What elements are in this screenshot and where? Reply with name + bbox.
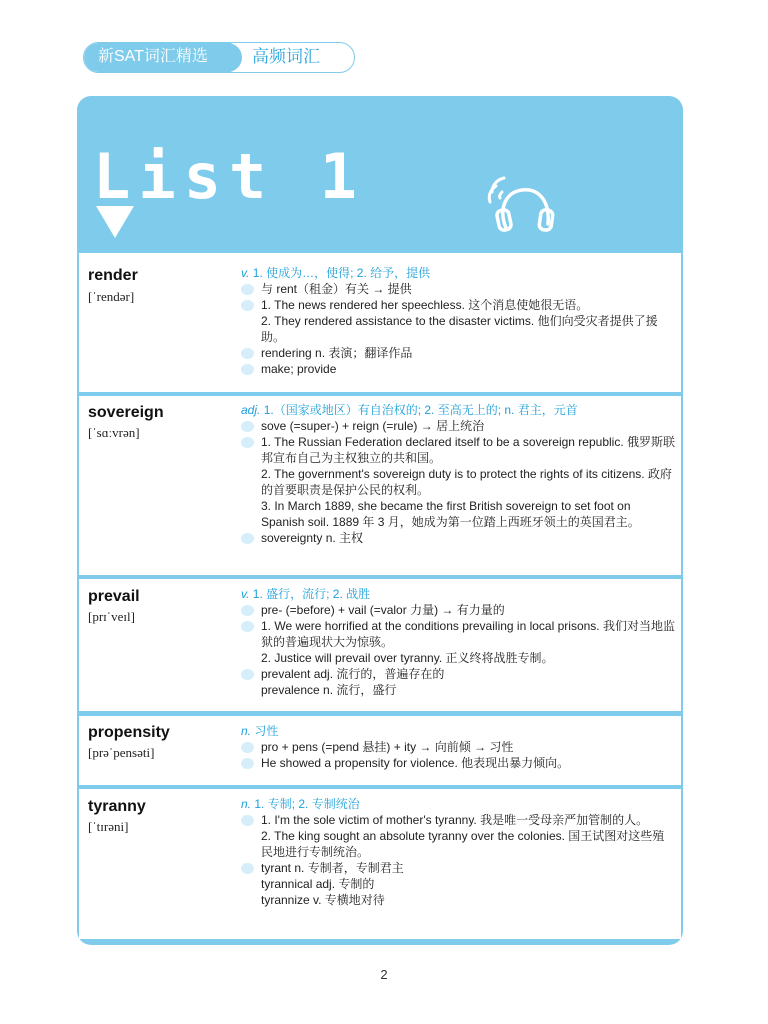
entry-line: 2. They rendered assistance to the disaster victims. 他们向受灾者提供了援助。 (261, 314, 658, 344)
page-number: 2 (380, 967, 388, 982)
entry-line: 1. The Russian Federation declared itself to be a sovereign republic. 俄罗斯联邦宣布自己为主权独立的共和国。 (241, 434, 676, 466)
entry-propensity (79, 716, 681, 785)
entry-definition: adj. 1.（国家或地区）有自治权的; 2. 至高无上的; n. 君主，元首 (241, 403, 578, 417)
entry-line: 3. In March 1889, she became the first British sovereign to set foot on Spanish soil. 1889 年 3 月，她成为第一位踏上西班牙领土的英国君主。 (261, 499, 640, 529)
entry-line: 2. Justice will prevail over tyranny. 正义终将战胜专制。 (261, 651, 554, 665)
entry-line: rendering n. 表演；翻译作品 (241, 345, 676, 361)
entry-body (241, 723, 676, 771)
entry-line: tyrant n. 专制者，专制君主 (241, 860, 676, 876)
entry-line: 1. We were horrified at the conditions prevailing in local prisons. 我们对当地监狱的普遍现状大为惊骇。 (241, 618, 676, 650)
entry-phonetic: [ˈtɪrəni] (88, 819, 129, 834)
entry-word: sovereign (88, 404, 164, 421)
entry-line: 2. The king sought an absolute tyranny over the colonies. 国王试图对这些殖民地进行专制统治。 (261, 829, 665, 859)
entry-body (241, 265, 676, 377)
entry-line: tyrannize v. 专横地对待 (261, 893, 385, 907)
entry-definition: v. 1. 盛行，流行; 2. 战胜 (241, 587, 371, 601)
entry-body (241, 796, 676, 908)
headphone-icon (484, 166, 556, 236)
entry-definition: n. 习性 (241, 724, 279, 738)
entry-line: pro + pens (=pend 悬挂) + ity → 向前倾 → 习性 (241, 739, 676, 755)
entry-line: pre- (=before) + vail (=valor 力量) → 有力量的 (241, 602, 676, 618)
entry-definition: n. 1. 专制; 2. 专制统治 (241, 797, 360, 811)
section-tag-left: 新SAT词汇精选 (84, 43, 234, 72)
entry-phonetic: [prɪˈveɪl] (88, 609, 135, 624)
entry-line: make; provide (241, 361, 676, 377)
entry-body (241, 586, 676, 698)
entry-line: sove (=super-) + reign (=rule) → 居上统治 (241, 418, 676, 434)
entry-body (241, 402, 676, 546)
entry-phonetic: [prəˈpensəti] (88, 745, 155, 760)
entry-word: propensity (88, 724, 170, 741)
entry-line: prevalence n. 流行，盛行 (261, 683, 397, 697)
down-triangle-icon (96, 206, 134, 238)
entry-render (79, 253, 681, 392)
entry-line: 1. I'm the sole victim of mother's tyranny. 我是唯一受母亲严加管制的人。 (241, 812, 676, 828)
entry-phonetic: [ˈsɑːvrən] (88, 425, 140, 440)
entry-line: sovereignty n. 主权 (241, 530, 676, 546)
entry-word: prevail (88, 588, 140, 605)
entry-sovereign (79, 396, 681, 575)
entry-tyranny (79, 789, 681, 939)
entry-line: He showed a propensity for violence. 他表现出暴力倾向。 (241, 755, 676, 771)
section-tag-right: 高频词汇 (252, 47, 320, 66)
entry-line: 与 rent（租金）有关 → 提供 (241, 281, 676, 297)
section-tag (83, 42, 355, 73)
entry-line: tyrannical adj. 专制的 (261, 877, 375, 891)
list-title: List 1 (93, 140, 365, 213)
entry-phonetic: [ˈrendər] (88, 289, 135, 304)
entry-word: tyranny (88, 798, 146, 815)
entry-word: render (88, 267, 138, 284)
entry-prevail (79, 579, 681, 711)
entry-line: 1. The news rendered her speechless. 这个消息使她很无语。 (241, 297, 676, 313)
entry-line: prevalent adj. 流行的，普遍存在的 (241, 666, 676, 682)
entry-definition: v. 1. 使成为…，使得; 2. 给予，提供 (241, 266, 431, 280)
entry-line: 2. The government's sovereign duty is to protect the rights of its citizens. 政府的首要职责是保护公民的权利。 (261, 467, 672, 497)
